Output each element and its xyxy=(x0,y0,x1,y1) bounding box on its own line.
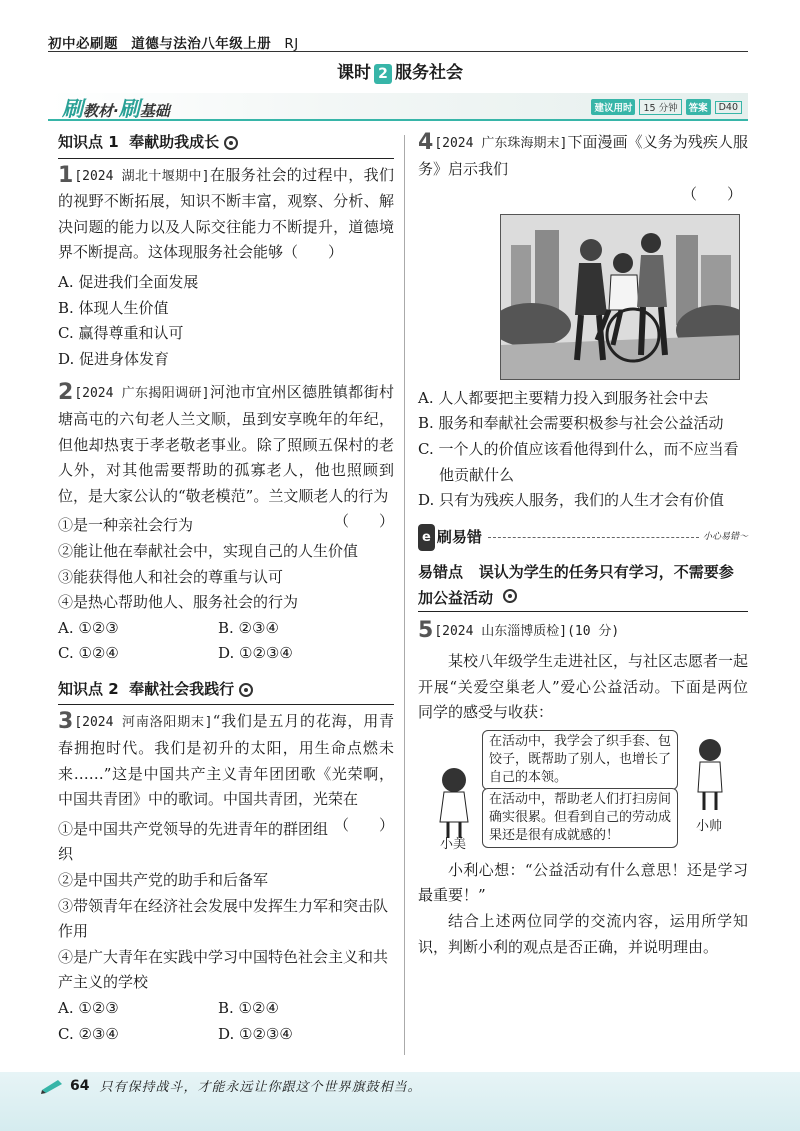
subject-name: 道德与法治八年级上册 xyxy=(131,36,272,52)
q2-item-2: ②能让他在奉献社会中，实现自己的人生价值 xyxy=(58,541,359,560)
series-name: 初中必刷题 xyxy=(48,36,118,52)
lesson-prefix: 课时 xyxy=(337,63,371,83)
yicuo-note: 小心易错～ xyxy=(702,531,748,542)
q3-option-a[interactable]: A. ①②③ xyxy=(58,999,119,1017)
q2-answer-paren: （ ） xyxy=(333,512,394,531)
q2-option-b[interactable]: B. ②③④ xyxy=(218,618,279,637)
q5-task: 结合上述两位同学的交流内容，运用所学知识，判断小利的观点是否正确，并说明理由。 xyxy=(418,911,748,956)
kp2-title: 奉献社会我践行 xyxy=(129,679,235,698)
band-title-b: 教材 xyxy=(83,102,114,120)
err-label: 易错点 xyxy=(418,563,464,582)
target-icon xyxy=(224,136,238,150)
knowledge-point-2 xyxy=(58,677,394,706)
q3-item-4: ④是广大青年在实践中学习中国特色社会主义和共产主义的学校 xyxy=(58,947,389,992)
err-title: 误认为学生的任务只有学习，不需要参加公益活动 xyxy=(418,563,734,608)
pencil-icon xyxy=(40,1078,66,1094)
answer-label: 答案 xyxy=(686,99,711,115)
q3-stem: “我们是五月的花海，用青春拥抱时代。我们是初升的太阳，用生命点燃未来……”这是中国共产主义青年团团歌《光荣啊，中国共青团》中的歌词。中国共青团，光荣在 xyxy=(58,712,394,809)
q4-option-c[interactable]: C. 一个人的价值应该看他得到什么，而不应当看他贡献什么 xyxy=(418,439,739,484)
kp1-label: 知识点 1 xyxy=(58,133,119,151)
band-title-c: 刷 xyxy=(118,97,140,121)
answer-value: D40 xyxy=(715,101,742,114)
q5-score: (10 分) xyxy=(567,624,620,640)
q3-number: 3 xyxy=(58,709,74,735)
knowledge-point-1 xyxy=(58,130,394,159)
q5-intro: 某校八年级学生走进社区，与社区志愿者一起开展“关爱空巢老人”爱心公益活动。下面是两位同学的感受与收获： xyxy=(418,651,749,722)
q3-option-c[interactable]: C. ②③④ xyxy=(58,1024,119,1043)
q3-options-row-1 xyxy=(58,996,394,1022)
q3-option-d[interactable]: D. ①②③④ xyxy=(218,1024,293,1043)
target-icon xyxy=(503,589,517,603)
question-5 xyxy=(418,618,748,645)
band-meta xyxy=(591,99,742,115)
q2-item-1: ①是一种亲社会行为 xyxy=(58,516,194,535)
footer-row xyxy=(40,1076,422,1095)
q5-source: [2024 山东淄博质检] xyxy=(434,624,568,640)
name-xiaoshuai: 小帅 xyxy=(696,818,723,834)
lesson-title xyxy=(0,58,800,84)
q2-item-4: ④是热心帮助他人、服务社会的行为 xyxy=(58,593,299,612)
yicuo-section-header xyxy=(418,524,748,552)
q4-source: [2024 广东珠海期末] xyxy=(434,136,568,151)
q2-options-row-2 xyxy=(58,641,394,667)
q2-options-row-1 xyxy=(58,616,394,642)
kp2-label: 知识点 2 xyxy=(58,679,119,698)
right-column xyxy=(418,130,748,960)
q1-stem: 在服务社会的过程中，我们的视野不断拓展，知识不断丰富，观察、分析、解决问题的能力以及人际交往能力不断提升，道德境界不断提高。这体现服务社会能够（ ） xyxy=(58,165,394,262)
q3-item-2: ②是中国共产党的助手和后备军 xyxy=(58,871,269,890)
time-label: 建议用时 xyxy=(591,99,635,115)
time-value: 15 分钟 xyxy=(639,99,681,115)
q1-number: 1 xyxy=(58,162,74,188)
q3-item-1: ①是中国共产党领导的先进青年的群团组织 xyxy=(58,819,329,864)
q2-source: [2024 广东揭阳调研] xyxy=(74,386,210,402)
q2-option-c[interactable]: C. ①②④ xyxy=(58,644,119,663)
error-point xyxy=(418,559,748,612)
running-header xyxy=(48,32,307,52)
q3-source: [2024 河南洛阳期末] xyxy=(74,715,213,731)
q5-number: 5 xyxy=(418,618,434,644)
q4-number: 4 xyxy=(418,130,434,155)
q4-stem: 下面漫画《义务为残疾人服务》启示我们 xyxy=(418,133,748,178)
q2-item-3: ③能获得他人和社会的尊重与认可 xyxy=(58,567,284,586)
lesson-name: 服务社会 xyxy=(395,63,463,83)
band-title-a: 刷 xyxy=(62,97,83,121)
kp1-title: 奉献助我成长 xyxy=(129,133,220,151)
band-title-sep: · xyxy=(113,102,119,120)
q1-option-d[interactable]: D. 促进身体发育 xyxy=(58,349,170,368)
q3-answer-paren: （ ） xyxy=(333,815,394,834)
name-xiaomei: 小美 xyxy=(440,836,467,852)
q1-option-b[interactable]: B. 体现人生价值 xyxy=(58,298,169,317)
q2-stem: 河池市宜州区德胜镇都街村塘高屯的六旬老人兰文顺，虽到安享晚年的年纪，但他却热衷于孝老敬老事业。除了照顾五保村的老人外，对其他需要帮助的孤寡老人，他也照顾到位，是大家公认的“敬老模范”。兰文顺老人的行为 xyxy=(58,383,394,505)
q2-option-d[interactable]: D. ①②③④ xyxy=(218,644,293,663)
lesson-number: 2 xyxy=(374,64,392,84)
q2-number: 2 xyxy=(58,380,74,406)
page-footer xyxy=(0,1072,800,1131)
speech-bubble-xiaoshuai: 在活动中，我学会了织手套、包饺子，既帮助了别人，也增长了自己的本领。 xyxy=(482,730,678,790)
column-divider xyxy=(404,135,405,1055)
q3-option-b[interactable]: B. ①②④ xyxy=(218,999,279,1017)
footer-motto: 只有保持战斗，才能永远让你跟这个世界旗鼓相当。 xyxy=(99,1080,422,1095)
question-1 xyxy=(58,163,394,266)
e-icon: e xyxy=(418,524,435,552)
question-4 xyxy=(418,130,748,208)
target-icon xyxy=(239,683,253,697)
q3-item-3: ③带领青年在经济社会发展中发挥生力军和突击队作用 xyxy=(58,896,389,941)
q4-answer-paren: （ ） xyxy=(681,185,742,204)
question-3 xyxy=(58,709,394,834)
page-number: 64 xyxy=(70,1077,90,1094)
header-rule xyxy=(48,51,748,52)
band-title xyxy=(62,93,170,123)
section-band xyxy=(48,93,748,121)
q1-source: [2024 湖北十堰期中] xyxy=(74,168,210,184)
q3-options-row-2 xyxy=(58,1022,394,1048)
edition: RJ xyxy=(284,36,299,52)
dialogue-figure xyxy=(418,730,748,850)
q4-option-b[interactable]: B. 服务和奉献社会需要积极参与社会公益活动 xyxy=(418,414,724,433)
yicuo-dashed-line xyxy=(488,537,699,538)
yicuo-title: 刷易错 xyxy=(436,527,482,546)
band-title-d: 基础 xyxy=(139,102,170,120)
left-column xyxy=(58,130,394,1047)
q4-option-a[interactable]: A. 人人都要把主要精力投入到服务社会中去 xyxy=(418,388,709,407)
q2-option-a[interactable]: A. ①②③ xyxy=(58,618,119,637)
q4-option-d[interactable]: D. 只有为残疾人服务，我们的人生才会有价值 xyxy=(418,491,725,510)
q1-option-c[interactable]: C. 赢得尊重和认可 xyxy=(58,324,184,343)
q1-option-a[interactable]: A. 促进我们全面发展 xyxy=(58,272,199,291)
comic-drawing xyxy=(501,215,740,380)
speech-bubble-xiaomei: 在活动中，帮助老人们打扫房间确实很累。但看到自己的劳动成果还是很有成就感的！ xyxy=(482,788,678,848)
comic-illustration xyxy=(500,214,740,380)
q5-xiaoli-thought: 小利心想：“公益活动有什么意思！还是学习最重要！” xyxy=(418,860,748,905)
